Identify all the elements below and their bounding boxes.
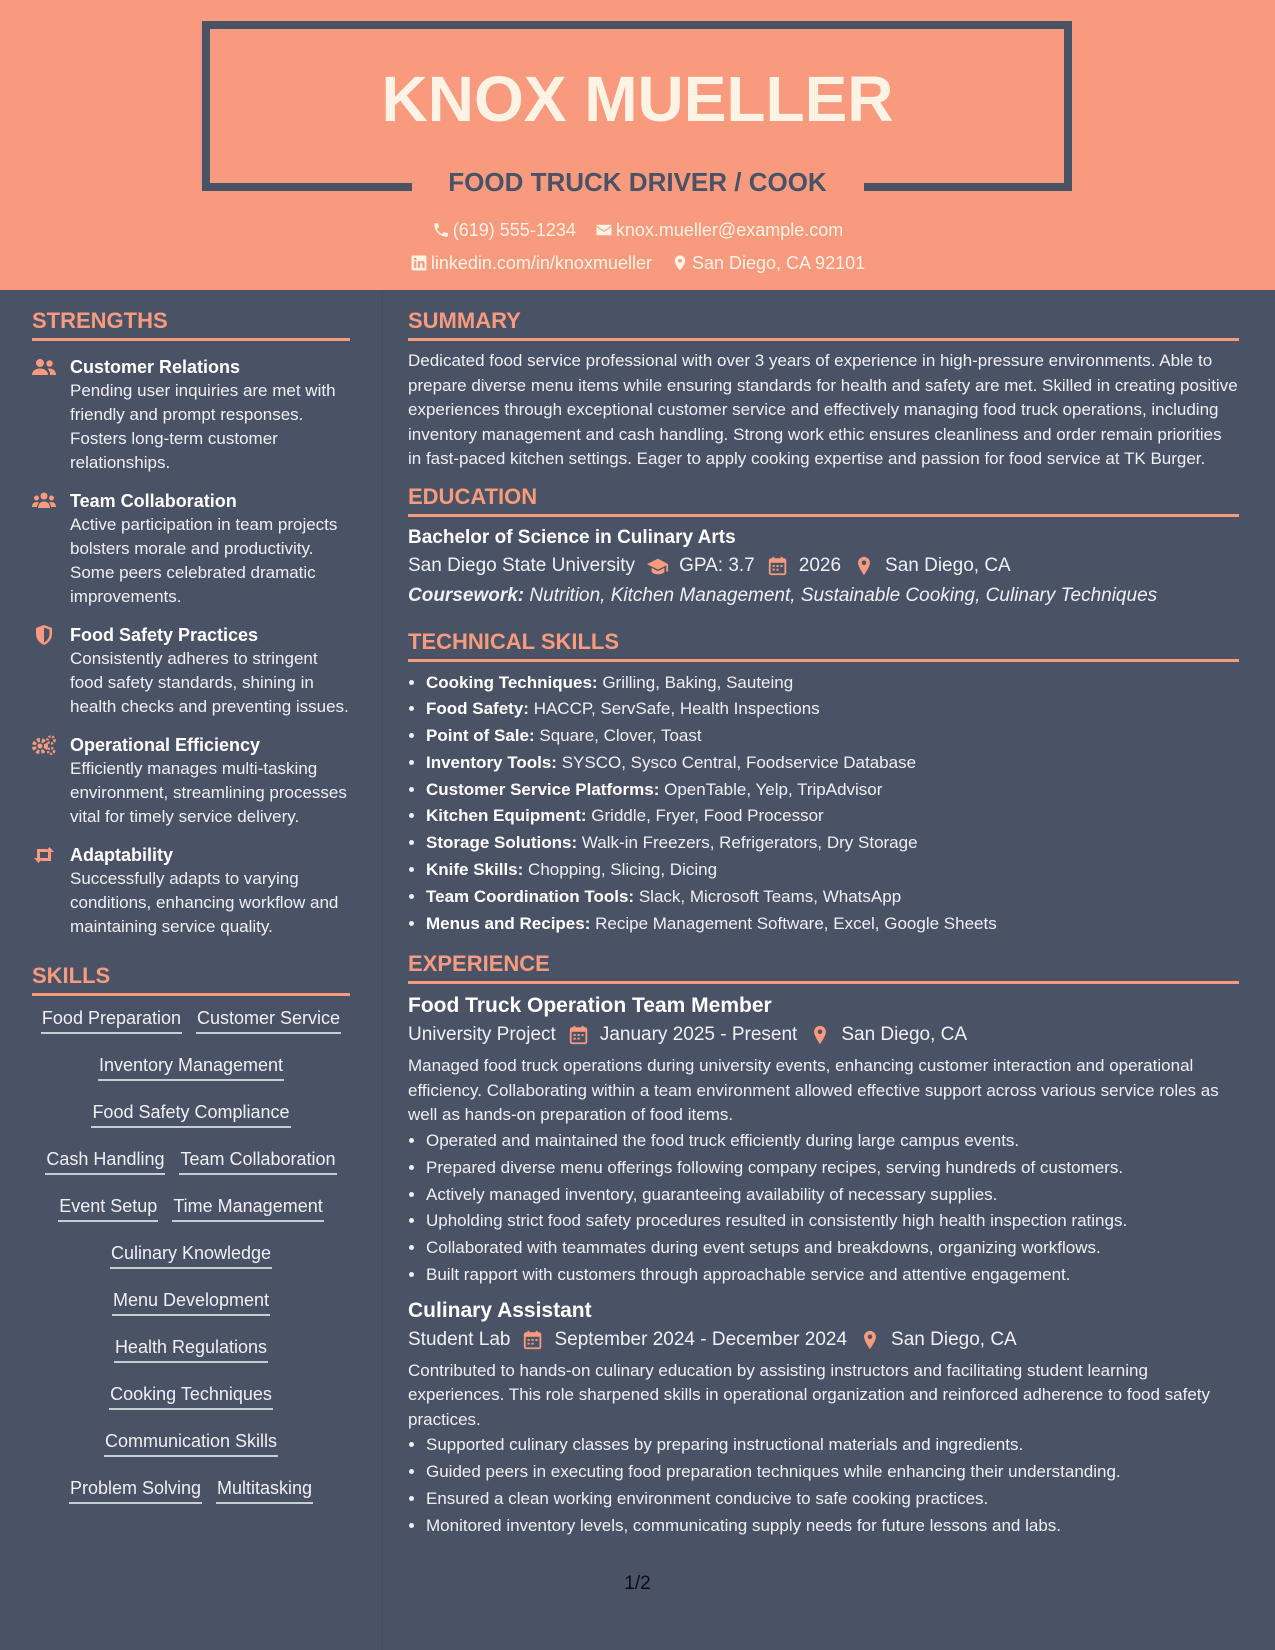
page-number: 1/2: [624, 1573, 651, 1594]
graduation-year: 2026: [798, 554, 842, 576]
coursework: [408, 585, 1239, 607]
strength-title: Adaptability: [70, 845, 174, 865]
education-meta: [408, 555, 1239, 577]
strength-title: Operational Efficiency: [70, 735, 261, 755]
skill-tag: Communication Skills: [104, 1431, 278, 1457]
contact-line-1: [0, 220, 1275, 241]
linkedin-contact[interactable]: [410, 253, 652, 274]
retweet-icon: [32, 845, 56, 865]
strengths-heading: STRENGTHS: [32, 308, 350, 341]
list-item: • Storage Solutions: Walk-in Freezers, Refrigerators, Dry Storage: [426, 830, 1239, 857]
list-item: • Customer Service Platforms: OpenTable, Yelp, TripAdvisor: [426, 777, 1239, 804]
skills-tags: [32, 1008, 350, 1525]
list-item: • Built rapport with customers through approachable service and attentive engagement.: [426, 1262, 1239, 1289]
linkedin-icon: [410, 254, 428, 272]
job-location: San Diego, CA: [891, 1328, 1017, 1350]
list-item: • Point of Sale: Square, Clover, Toast: [426, 723, 1239, 750]
position-meta: [408, 1024, 1239, 1046]
skill-tag: Food Preparation: [41, 1008, 182, 1034]
job-location: San Diego, CA: [841, 1024, 968, 1046]
skill-tag: Cooking Techniques: [109, 1384, 273, 1410]
list-item: • Inventory Tools: SYSCO, Sysco Central, Foodservice Database: [426, 750, 1239, 777]
sidebar: [32, 290, 350, 1525]
technical-skills-heading: TECHNICAL SKILLS: [408, 629, 1239, 662]
strength-desc: Active participation in team projects bolsters morale and productivity. Some peers celebrated dramatic improvements.: [70, 515, 338, 606]
skill-tag: Multitasking: [216, 1478, 313, 1504]
date-range: September 2024 - December 2024: [554, 1328, 848, 1350]
list-item: • Upholding strict food safety procedures resulted in consistently high health inspection ratings.: [426, 1208, 1239, 1235]
organization: Student Lab: [408, 1328, 511, 1350]
map-pin-icon: [853, 556, 875, 576]
gpa: GPA: 3.7: [679, 554, 755, 576]
list-item: • Ensured a clean working environment conducive to safe cooking practices.: [426, 1486, 1239, 1513]
strength-desc: Efficiently manages multi-tasking environment, streamlining processes vital for timely service delivery.: [70, 759, 347, 826]
skill-tag: Culinary Knowledge: [110, 1243, 272, 1269]
strength-title: Team Collaboration: [70, 491, 237, 511]
resume-header: [0, 0, 1275, 290]
position-description: Contributed to hands-on culinary education by assisting instructors and facilitating student learning experiences. This role sharpened skills in operational organization and reinforced adherence to food safety practices.: [408, 1360, 1211, 1429]
strength-desc: Successfully adapts to varying conditions, enhancing workflow and maintaining service quality.: [70, 869, 339, 936]
school-name: San Diego State University: [408, 554, 636, 576]
list-item: • Monitored inventory levels, communicating supply needs for future lessons and labs.: [426, 1513, 1239, 1540]
skill-tag: Customer Service: [196, 1008, 341, 1034]
skill-tag: Team Collaboration: [179, 1149, 336, 1175]
degree-title: Bachelor of Science in Culinary Arts: [408, 526, 736, 548]
list-item: • Guided peers in executing food preparation techniques while enhancing their understanding.: [426, 1459, 1239, 1486]
position-title: Culinary Assistant: [408, 1298, 592, 1322]
strength-desc: Consistently adheres to stringent food safety standards, shining in health checks and preventing issues.: [70, 649, 349, 716]
coursework-label: Coursework:: [408, 584, 525, 606]
position-meta: [408, 1329, 1239, 1351]
linkedin-text: linkedin.com/in/knoxmueller: [430, 253, 652, 273]
skill-tag: Time Management: [172, 1196, 323, 1222]
achievement-list: [408, 1432, 1239, 1539]
candidate-name: KNOX MUELLER: [381, 63, 894, 135]
job-title: FOOD TRUCK DRIVER / COOK: [448, 167, 827, 197]
position-description: Managed food truck operations during university events, enhancing customer interaction and operational efficiency. Collaborating within a team environment allowed effective support across various service roles as well as hands-on preparation of food items.: [408, 1056, 1219, 1125]
phone-contact[interactable]: [432, 220, 576, 241]
skills-heading: SKILLS: [32, 963, 350, 996]
strength-desc: Pending user inquiries are met with friendly and prompt responses. Fosters long-term customer relationships.: [70, 381, 336, 472]
strength-item: [32, 623, 350, 719]
location-contact: [671, 253, 865, 274]
experience-heading: EXPERIENCE: [408, 951, 1239, 984]
skill-tag: Food Safety Compliance: [91, 1102, 290, 1128]
skill-tag: Inventory Management: [98, 1055, 284, 1081]
phone-text: (619) 555-1234: [452, 220, 576, 240]
coursework-list: Nutrition, Kitchen Management, Sustainable Cooking, Culinary Techniques: [529, 584, 1158, 606]
map-pin-icon: [859, 1330, 881, 1350]
list-item: • Food Safety: HACCP, ServSafe, Health Inspections: [426, 696, 1239, 723]
list-item: • Supported culinary classes by preparing instructional materials and ingredients.: [426, 1432, 1239, 1459]
education-location: San Diego, CA: [885, 554, 1011, 576]
position-title: Food Truck Operation Team Member: [408, 994, 772, 1018]
date-range: January 2025 - Present: [599, 1024, 798, 1046]
users-icon: [32, 357, 56, 377]
organization: University Project: [408, 1024, 556, 1046]
list-item: • Cooking Techniques: Grilling, Baking, Sauteing: [426, 670, 1239, 697]
list-item: • Actively managed inventory, guaranteeing availability of necessary supplies.: [426, 1182, 1239, 1209]
skill-tag: Problem Solving: [69, 1478, 202, 1504]
experience-entry: [408, 1299, 1239, 1540]
column-divider: [382, 290, 383, 1650]
envelope-icon: [595, 221, 613, 239]
skill-tag: Menu Development: [112, 1290, 270, 1316]
education-heading: EDUCATION: [408, 484, 1239, 517]
list-item: • Prepared diverse menu offerings following company recipes, serving hundreds of customers.: [426, 1155, 1239, 1182]
location-text: San Diego, CA 92101: [691, 253, 866, 273]
strength-item: [32, 733, 350, 829]
strength-item: [32, 489, 350, 609]
strength-item: [32, 355, 350, 475]
map-pin-icon: [671, 254, 689, 272]
list-item: • Operated and maintained the food truck efficiently during large campus events.: [426, 1128, 1239, 1155]
experience-entry: [408, 994, 1239, 1288]
summary-heading: SUMMARY: [408, 308, 1239, 341]
email-contact[interactable]: [595, 220, 843, 241]
strength-title: Food Safety Practices: [70, 625, 259, 645]
contact-line-2: [0, 253, 1275, 274]
phone-icon: [432, 221, 450, 239]
skill-tag: Health Regulations: [114, 1337, 268, 1363]
skill-tag: Cash Handling: [45, 1149, 165, 1175]
list-item: • Collaborated with teammates during event setups and breakdowns, organizing workflows.: [426, 1235, 1239, 1262]
calendar-icon: [568, 1025, 590, 1045]
list-item: • Kitchen Equipment: Griddle, Fryer, Food Processor: [426, 803, 1239, 830]
technical-skills-list: [408, 670, 1239, 938]
gears-icon: [32, 735, 56, 755]
list-item: • Menus and Recipes: Recipe Management Software, Excel, Google Sheets: [426, 911, 1239, 938]
calendar-icon: [522, 1330, 544, 1350]
strength-title: Customer Relations: [70, 357, 241, 377]
skill-tag: Event Setup: [58, 1196, 158, 1222]
shield-icon: [32, 625, 56, 645]
map-pin-icon: [809, 1025, 831, 1045]
team-icon: [32, 491, 56, 511]
achievement-list: [408, 1128, 1239, 1289]
email-text: knox.mueller@example.com: [615, 220, 844, 240]
list-item: • Team Coordination Tools: Slack, Microsoft Teams, WhatsApp: [426, 884, 1239, 911]
summary-text: Dedicated food service professional with over 3 years of experience in high-pressure environments. Able to prepare diverse menu items while ensuring standards for health and safety are met. Skilled in creating positive experiences through exceptional customer service and effectively managing food truck operations, including inventory management and cash handling. Strong work ethic ensures cleanliness and order remain priorities in fast-paced kitchen settings. Eager to apply cooking expertise and passion for food service at TK Burger.: [408, 351, 1238, 468]
main-column: [408, 290, 1239, 1539]
list-item: • Knife Skills: Chopping, Slicing, Dicing: [426, 857, 1239, 884]
graduation-cap-icon: [647, 556, 669, 576]
calendar-icon: [767, 556, 789, 576]
strength-item: [32, 843, 350, 939]
